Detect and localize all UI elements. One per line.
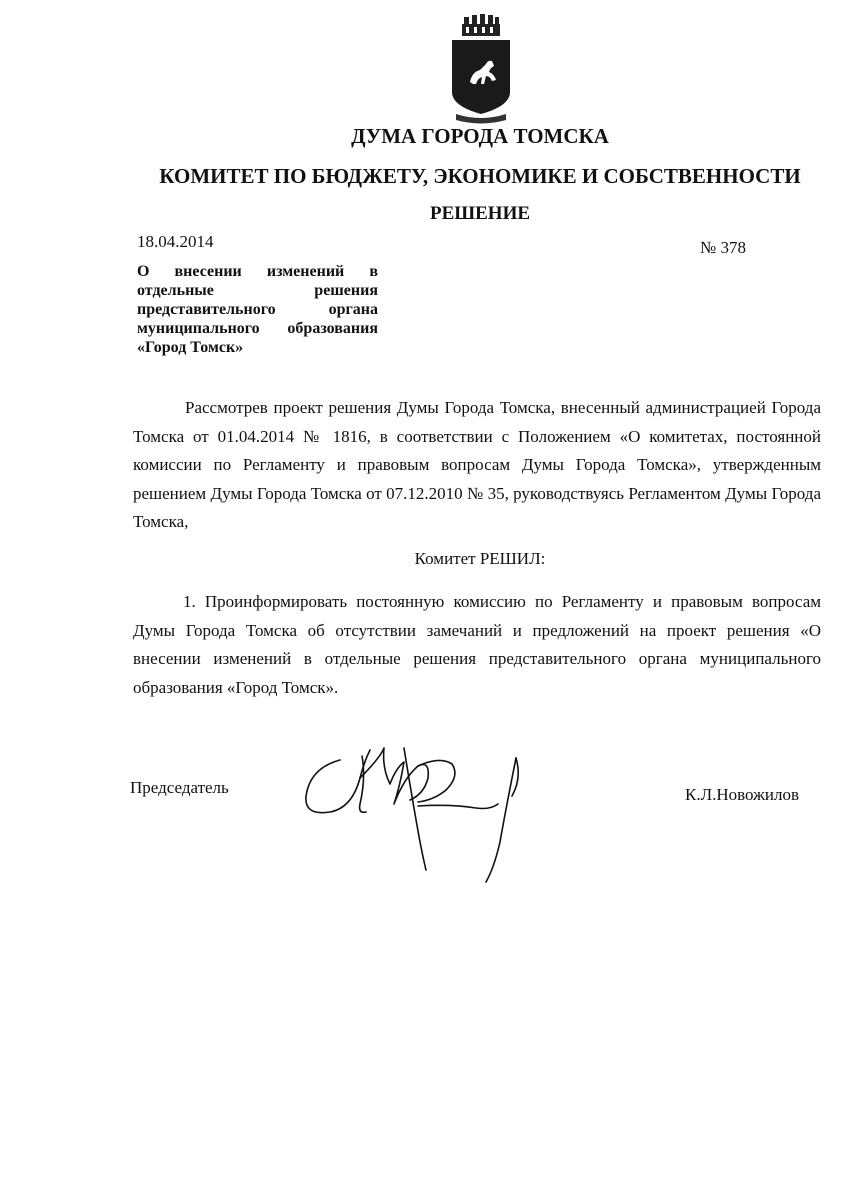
- tomsk-coat-of-arms-icon: [442, 14, 520, 126]
- document-number: № 378: [700, 238, 746, 257]
- decision-item-1: 1. Проинформировать постоянную комиссию по Регламенту и правовым вопросам Думы Города Томска об отсутствии замечаний и предложений на проект решения «О внесении изменений в отдельные решения представительного органа муниципального образования «Город Томск».: [133, 592, 821, 697]
- subject-line: муниципального образования: [137, 320, 378, 337]
- handwritten-signature-icon: [300, 738, 540, 888]
- subject-line: «Город Томск»: [137, 339, 244, 356]
- committee-title: КОМИТЕТ ПО БЮДЖЕТУ, ЭКОНОМИКЕ И СОБСТВЕННОСТИ: [159, 164, 801, 188]
- document-date: 18.04.2014: [137, 232, 214, 251]
- signatory-role: Председатель: [130, 778, 229, 797]
- subject-line: отдельные решения: [137, 282, 378, 299]
- subject-line: О внесении изменений в: [137, 263, 378, 280]
- subject-line: представительного органа: [137, 301, 378, 318]
- signatory-name: К.Л.Новожилов: [685, 785, 799, 804]
- document-subject: [137, 262, 378, 357]
- document-type: РЕШЕНИЕ: [429, 203, 531, 224]
- resolved-heading: Комитет РЕШИЛ:: [414, 549, 546, 568]
- intro-paragraph: Рассмотрев проект решения Думы Города Томска, внесенный администрацией Города Томска от 01.04.2014 № 1816, в соответствии с Положением «О комитетах, постоянной комиссии по Регламенту и правовым вопросам Думы Города Томска», утвержденным решением Думы Города Томска от 07.12.2010 № 35, руководствуясь Регламентом Думы Города Томска,: [133, 398, 821, 531]
- organization-title: ДУМА ГОРОДА ТОМСКА: [351, 124, 609, 148]
